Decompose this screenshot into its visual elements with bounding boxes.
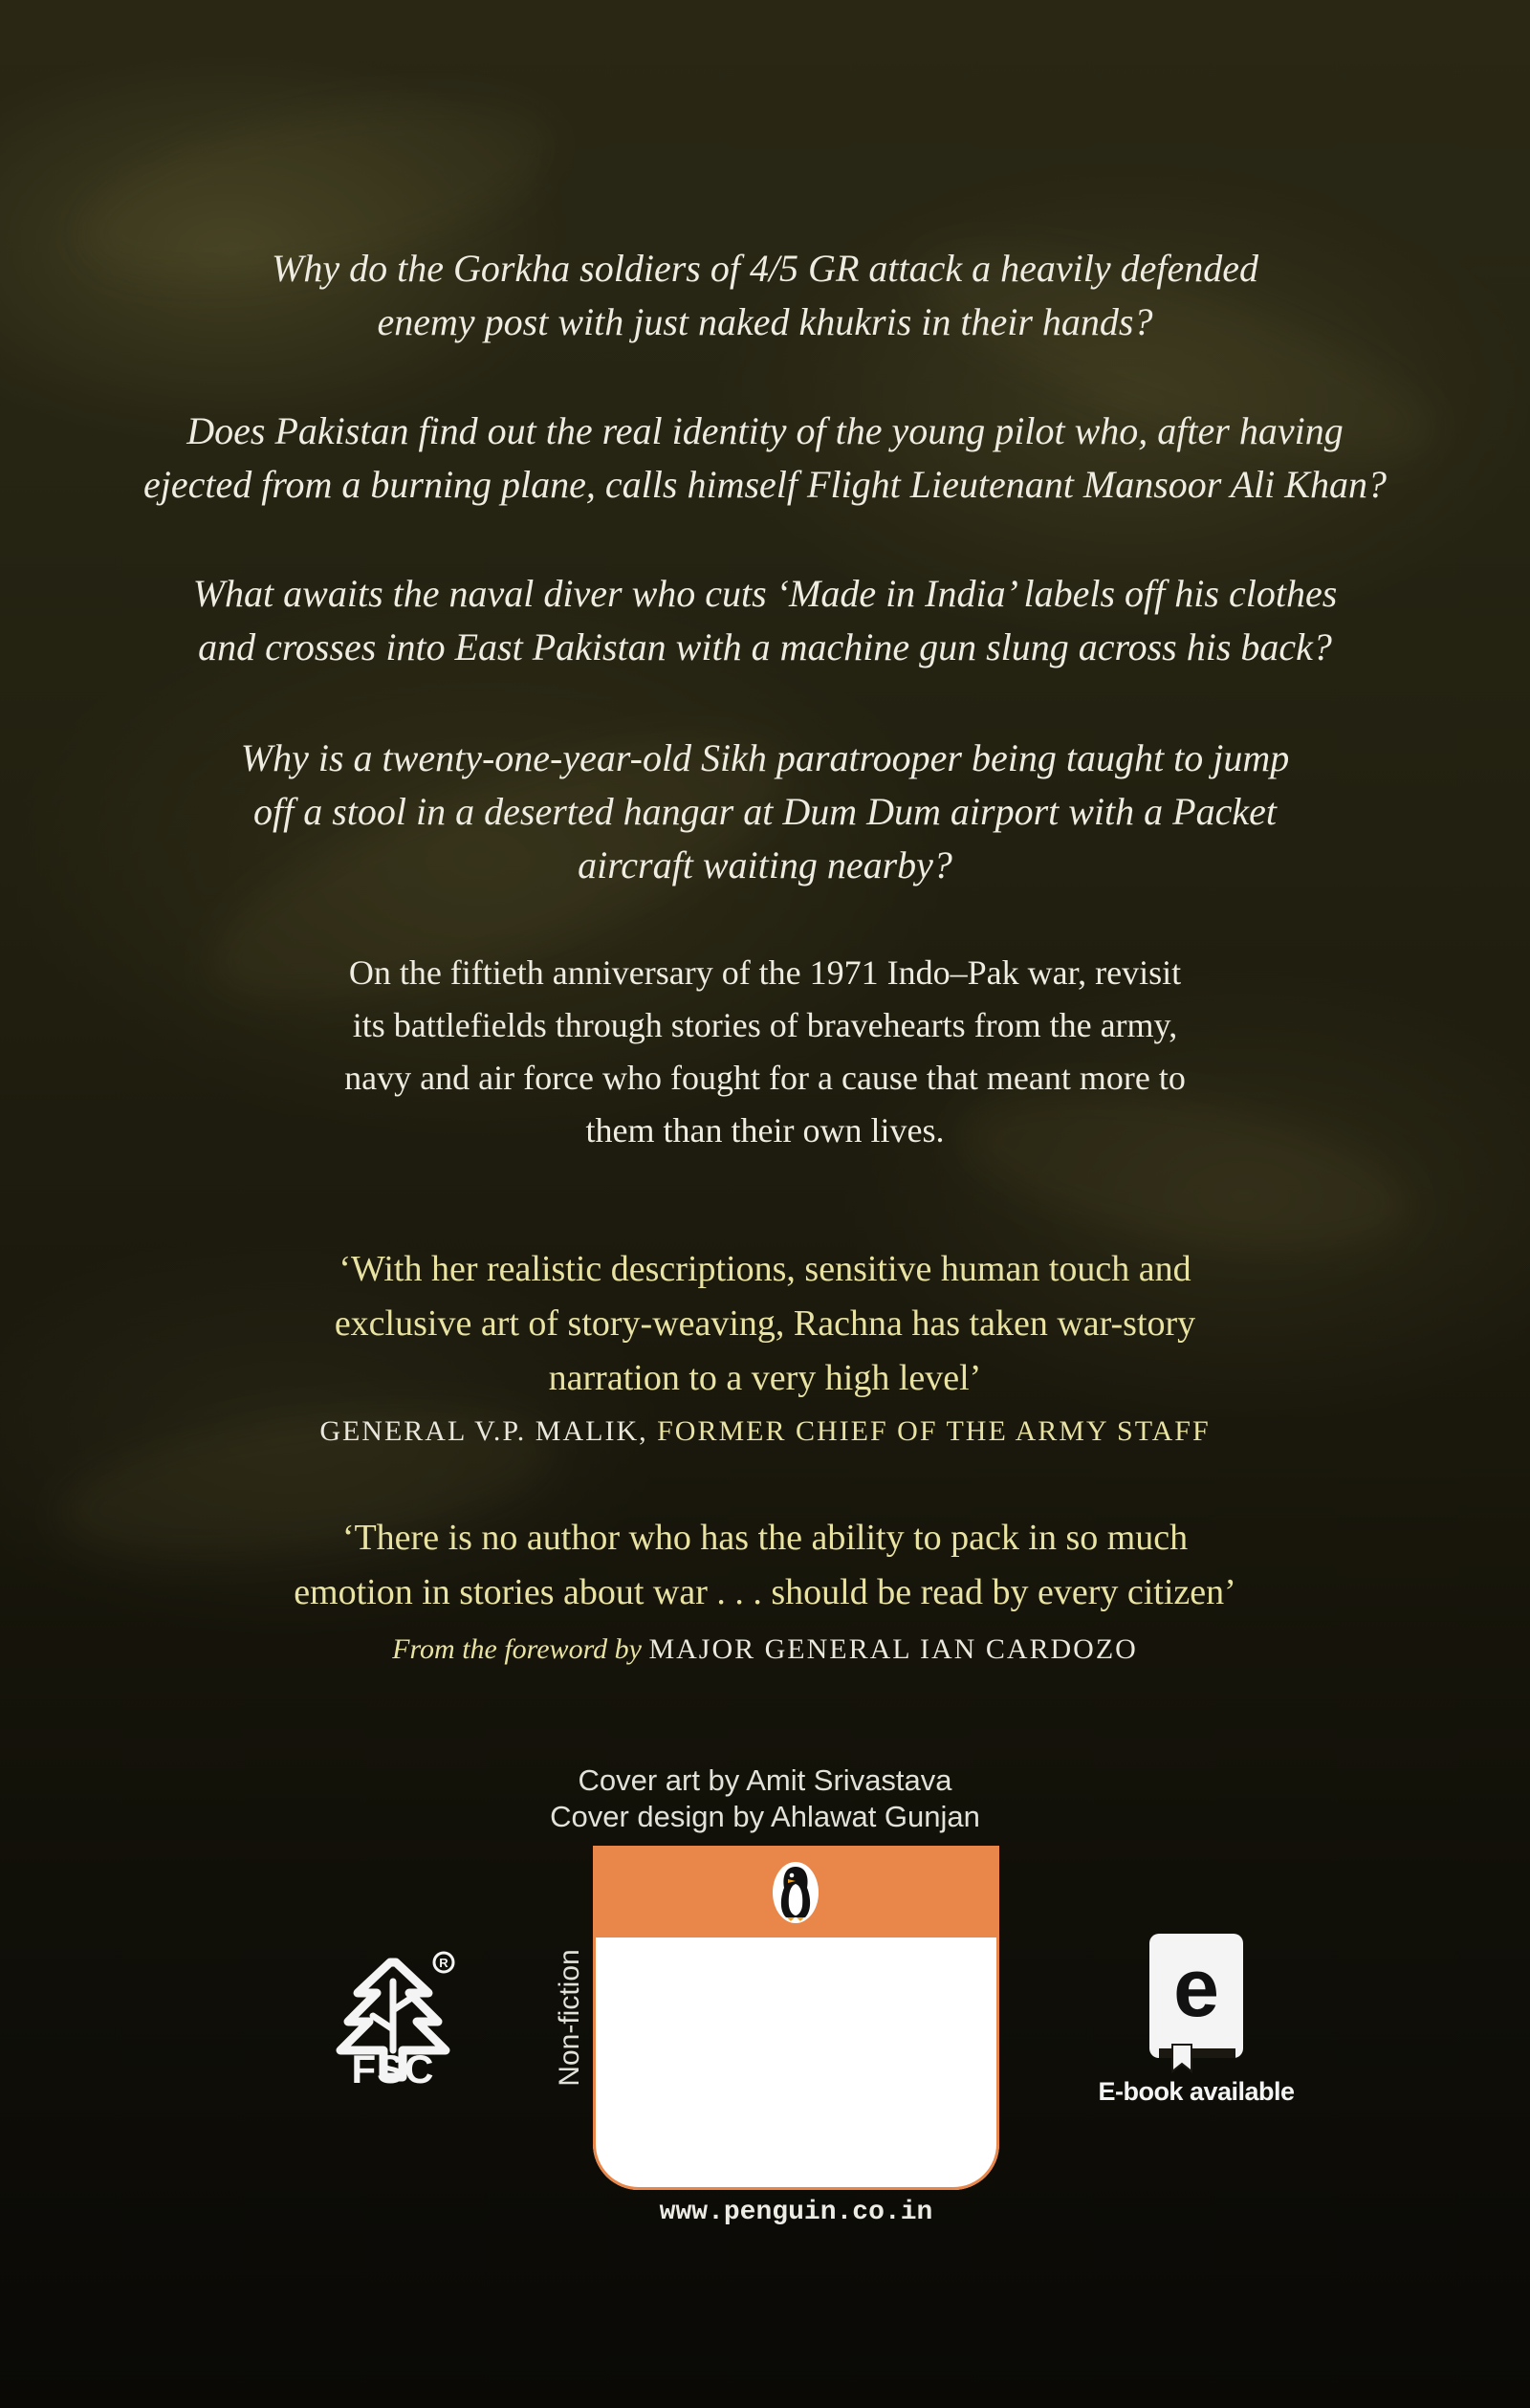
quote-2-name: MAJOR GENERAL IAN CARDOZO — [648, 1633, 1138, 1665]
question-2: Does Pakistan find out the real identity of the young pilot who, after having ejected from a burning plane, calls himself Flight Lieutenant Mansoor Ali Khan? — [143, 409, 1387, 506]
quote-1-text: ‘With her realistic descriptions, sensitive human touch and exclusive art of story-weaving, Rachna has taken war-story narration to a very high level’ — [334, 1249, 1196, 1398]
question-1: Why do the Gorkha soldiers of 4/5 GR attack a heavily defended enemy post with just naked khukris in their hands? — [272, 247, 1258, 343]
quote-1-name: GENERAL V.P. MALIK, — [319, 1415, 648, 1447]
genre-label: Non-fiction — [554, 1949, 585, 2087]
question-3: What awaits the naval diver who cuts ‘Made in India’ labels off his clothes and crosses into East Pakistan with a machine gun slung across his back? — [192, 572, 1338, 668]
question-4: Why is a twenty-one-year-old Sikh paratrooper being taught to jump off a stool in a deserted hangar at Dum Dum airport with a Packet aircraft waiting nearby? — [240, 736, 1290, 887]
svg-text:R: R — [439, 1956, 448, 1970]
quote-2-prefix: From the foreword by — [392, 1633, 649, 1665]
penguin-badge — [593, 1846, 999, 2190]
cover-design-credit: Cover design by Ahlawat Gunjan — [550, 1800, 980, 1833]
fsc-label: FSC — [351, 2047, 435, 2091]
publisher-url: www.penguin.co.in — [659, 2198, 933, 2227]
quote-2-attribution — [0, 1631, 1530, 1669]
ebook-label: E-book available — [1098, 2077, 1295, 2106]
quote-2-text: ‘There is no author who has the ability to pack in so much emotion in stories about war . . . should be read by every citizen’ — [294, 1518, 1236, 1612]
quote-1-role: FORMER CHIEF OF THE ARMY STAFF — [647, 1415, 1211, 1447]
cover-art-credit: Cover art by Amit Srivastava — [578, 1763, 952, 1797]
ebook-letter: e — [1173, 1942, 1219, 2034]
ebook-icon — [1144, 1930, 1249, 2073]
quote-1-attribution — [0, 1412, 1530, 1451]
penguin-logo-icon — [769, 1859, 822, 1926]
blurb: On the fiftieth anniversary of the 1971 Indo–Pak war, revisit its battlefields through stories of bravehearts from the army, navy and air force who fought for a cause that meant more to them than their own lives. — [344, 953, 1186, 1149]
